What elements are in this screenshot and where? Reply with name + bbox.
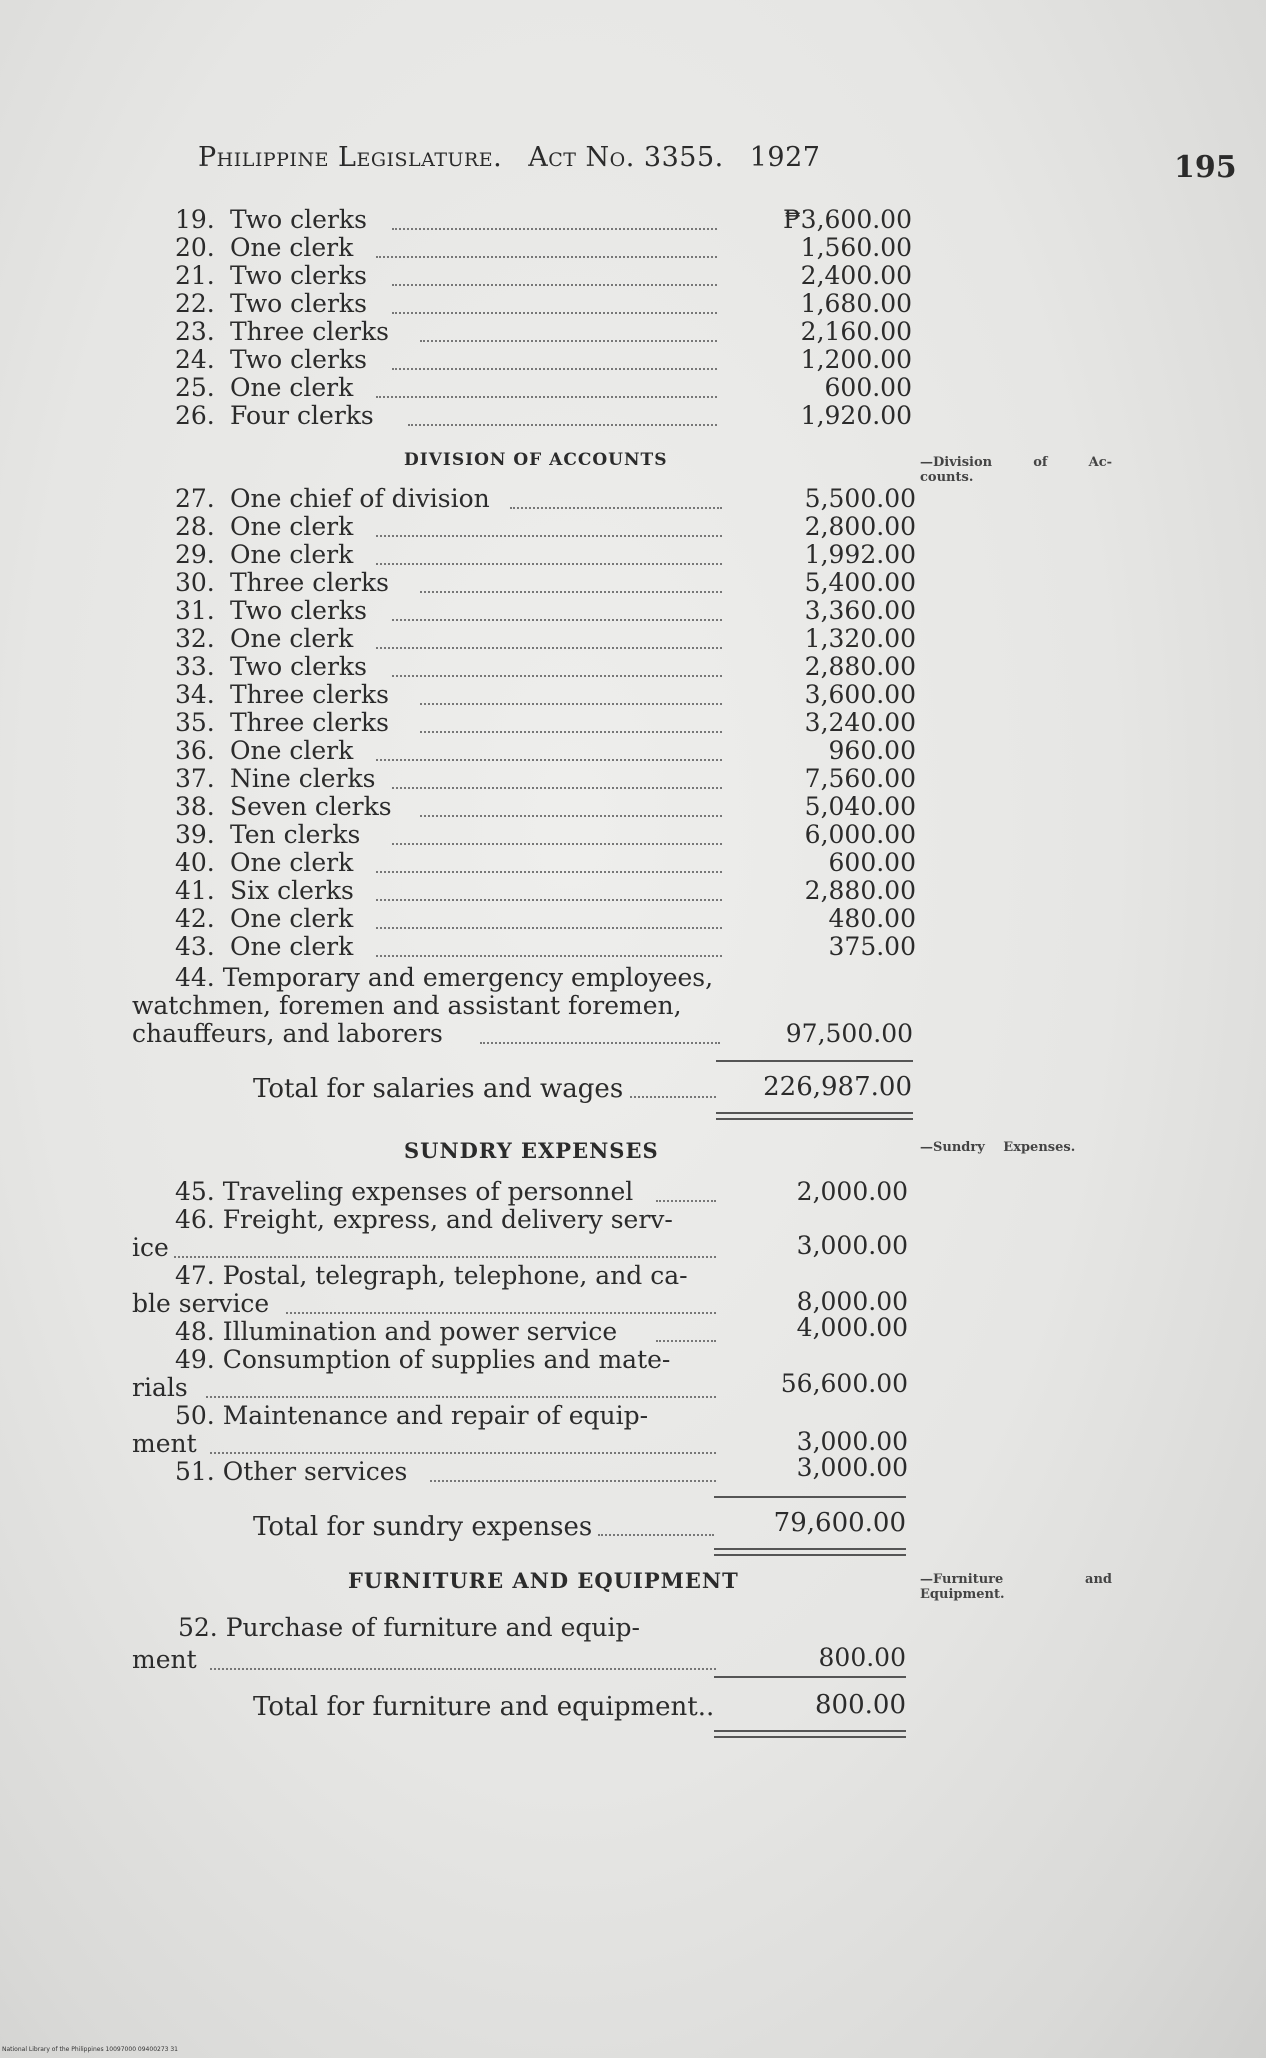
total-double-rule <box>716 1112 913 1120</box>
item-amount: 3,240.00 <box>804 708 916 737</box>
item-description: Nine clerks <box>230 764 376 793</box>
line-item <box>0 793 1266 821</box>
dot-leader <box>392 228 717 230</box>
line-item <box>0 485 1266 513</box>
item-description: Two clerks <box>230 596 367 625</box>
line-item <box>0 625 1266 653</box>
item-amount: 1,680.00 <box>800 289 912 318</box>
item-description: Two clerks <box>230 205 367 234</box>
item-amount: 3,600.00 <box>804 680 916 709</box>
item-amount: 3,000.00 <box>796 1231 908 1260</box>
item-amount: 5,040.00 <box>804 792 916 821</box>
dot-leader <box>656 1200 716 1202</box>
subtotal-rule <box>716 1060 913 1062</box>
dot-leader <box>376 871 722 873</box>
item-description: Two clerks <box>230 652 367 681</box>
item-amount: 7,560.00 <box>804 764 916 793</box>
total-salaries-amount: 226,987.00 <box>763 1072 912 1102</box>
dot-leader <box>376 899 722 901</box>
dot-leader <box>420 815 722 817</box>
line-item <box>0 933 1266 961</box>
item-number: 43. <box>175 932 215 961</box>
dot-leader <box>376 535 722 537</box>
line-item <box>0 262 1266 290</box>
item-description: Two clerks <box>230 345 367 374</box>
item-amount: 1,920.00 <box>800 401 912 430</box>
dot-leader <box>630 1096 716 1098</box>
line-item <box>0 737 1266 765</box>
item-description: Three clerks <box>230 680 389 709</box>
line-item <box>0 318 1266 346</box>
item-amount: 2,400.00 <box>800 261 912 290</box>
item-number: 30. <box>175 568 215 597</box>
subtotal-rule <box>714 1496 906 1498</box>
item-50-line-1: 50. Maintenance and repair of equip- <box>175 1401 649 1430</box>
line-item <box>0 1178 1266 1206</box>
line-item <box>0 905 1266 933</box>
item-49-line-2: rials <box>132 1373 188 1402</box>
item-amount: 56,600.00 <box>780 1369 908 1398</box>
total-double-rule <box>714 1730 906 1738</box>
total-salaries-label: Total for salaries and wages <box>253 1074 624 1104</box>
dot-leader <box>510 507 722 509</box>
dot-leader <box>392 619 722 621</box>
total-furniture-amount: 800.00 <box>815 1690 906 1720</box>
total-sundry-amount: 79,600.00 <box>773 1508 906 1538</box>
line-item <box>0 653 1266 681</box>
item-amount: 2,000.00 <box>796 1177 908 1206</box>
item-description: One clerk <box>230 848 354 877</box>
section-heading-division-of-accounts: DIVISION OF ACCOUNTS <box>404 450 668 470</box>
dot-leader <box>286 1312 716 1314</box>
item-amount: 1,560.00 <box>800 233 912 262</box>
item-47-line-1: 47. Postal, telegraph, telephone, and ca- <box>175 1261 688 1290</box>
line-item <box>0 821 1266 849</box>
margin-note-sundry-expenses: —Sundry Expenses. <box>920 1140 1076 1155</box>
dot-leader <box>210 1452 716 1454</box>
item-number: 20. <box>175 233 215 262</box>
head-legislature: Philippine Legislature. <box>198 142 503 173</box>
item-number: 41. <box>175 876 215 905</box>
dot-leader <box>376 759 722 761</box>
line-item <box>0 1427 1266 1458</box>
item-47-line-2: ble service <box>132 1289 270 1318</box>
line-item <box>0 681 1266 709</box>
margin-note-furniture: —Furniture and <box>920 1572 1112 1587</box>
line-item <box>0 877 1266 905</box>
dot-leader <box>376 927 722 929</box>
page-number: 195 <box>1174 150 1237 185</box>
item-number: 37. <box>175 764 215 793</box>
item-description: Four clerks <box>230 401 374 430</box>
item-number: 31. <box>175 596 215 625</box>
item-number: 22. <box>175 289 215 318</box>
item-description: One clerk <box>230 233 354 262</box>
line-item <box>0 1369 1266 1402</box>
dot-leader <box>656 1340 716 1342</box>
item-amount: 6,000.00 <box>804 820 916 849</box>
margin-note-furniture-cont: Equipment. <box>920 1587 1005 1602</box>
total-sundry-label: Total for sundry expenses <box>253 1512 593 1542</box>
scan-credit: National Library of the Philippines 10097000 09400273 31 <box>2 2046 179 2053</box>
dot-leader <box>376 256 717 258</box>
item-51-text: 51. Other services <box>175 1457 408 1486</box>
item-description: Three clerks <box>230 317 389 346</box>
item-description: One clerk <box>230 512 354 541</box>
dot-leader <box>392 312 717 314</box>
item-52-line-2: ment <box>132 1645 197 1674</box>
item-46-line-1: 46. Freight, express, and delivery serv- <box>175 1205 673 1234</box>
item-amount: 5,500.00 <box>804 484 916 513</box>
item-amount: 2,800.00 <box>804 512 916 541</box>
item-description: Two clerks <box>230 289 367 318</box>
dot-leader <box>206 1396 716 1398</box>
item-45-text: 45. Traveling expenses of personnel <box>175 1177 634 1206</box>
item-description: One clerk <box>230 624 354 653</box>
dot-leader <box>420 340 717 342</box>
item-description: Three clerks <box>230 568 389 597</box>
item-amount: 1,320.00 <box>804 624 916 653</box>
dot-leader <box>420 703 722 705</box>
item-number: 33. <box>175 652 215 681</box>
line-item <box>0 569 1266 597</box>
line-item <box>0 541 1266 569</box>
item-amount: 2,160.00 <box>800 317 912 346</box>
dot-leader <box>376 647 722 649</box>
item-description: One clerk <box>230 373 354 402</box>
line-item <box>0 234 1266 262</box>
item-number: 39. <box>175 820 215 849</box>
dot-leader <box>392 368 717 370</box>
line-item <box>0 290 1266 318</box>
dot-leader <box>408 424 717 426</box>
dot-leader <box>210 1668 716 1670</box>
item-amount: 3,000.00 <box>796 1453 908 1482</box>
margin-note-division-of-accounts-cont: counts. <box>920 470 974 485</box>
item-number: 25. <box>175 373 215 402</box>
item-amount: 1,200.00 <box>800 345 912 374</box>
line-item <box>0 849 1266 877</box>
running-head <box>198 142 820 173</box>
section-heading-furniture-and-equipment: FURNITURE AND EQUIPMENT <box>348 1568 739 1593</box>
item-amount: 3,360.00 <box>804 596 916 625</box>
item-description: Six clerks <box>230 876 354 905</box>
line-item <box>0 513 1266 541</box>
item-number: 38. <box>175 792 215 821</box>
item-amount: 3,000.00 <box>796 1427 908 1456</box>
dot-leader <box>598 1534 714 1536</box>
item-amount: 800.00 <box>818 1643 906 1672</box>
line-item <box>0 1020 1266 1048</box>
margin-note-division-of-accounts: —Division of Ac- <box>920 455 1112 470</box>
head-act: Act No. 3355. <box>528 142 724 173</box>
item-description: Seven clerks <box>230 792 392 821</box>
dot-leader <box>392 787 722 789</box>
line-item <box>0 206 1266 234</box>
item-description: One clerk <box>230 904 354 933</box>
item-description: One clerk <box>230 932 354 961</box>
dot-leader <box>430 1480 716 1482</box>
item-description: One clerk <box>230 736 354 765</box>
head-year: 1927 <box>749 142 821 173</box>
item-amount: 960.00 <box>828 736 916 765</box>
item-amount: 97,500.00 <box>785 1019 913 1048</box>
item-number: 36. <box>175 736 215 765</box>
item-amount: ₱3,600.00 <box>783 205 912 234</box>
dot-leader <box>376 396 717 398</box>
item-number: 23. <box>175 317 215 346</box>
item-amount: 480.00 <box>828 904 916 933</box>
item-number: 21. <box>175 261 215 290</box>
item-amount: 4,000.00 <box>796 1313 908 1342</box>
item-49-line-1: 49. Consumption of supplies and mate- <box>175 1345 671 1374</box>
item-description: Two clerks <box>230 261 367 290</box>
dot-leader <box>174 1256 716 1258</box>
item-number: 40. <box>175 848 215 877</box>
dot-leader <box>420 731 722 733</box>
dot-leader <box>420 591 722 593</box>
item-number: 42. <box>175 904 215 933</box>
item-46-line-2: ice <box>132 1233 169 1262</box>
item-amount: 600.00 <box>828 848 916 877</box>
dot-leader <box>376 563 722 565</box>
total-furniture-label: Total for furniture and equipment.. <box>253 1692 715 1722</box>
item-description: One clerk <box>230 540 354 569</box>
dot-leader <box>392 675 722 677</box>
dot-leader <box>392 843 722 845</box>
subtotal-rule <box>714 1676 906 1678</box>
line-item <box>0 765 1266 793</box>
item-amount: 2,880.00 <box>804 652 916 681</box>
item-number: 32. <box>175 624 215 653</box>
line-item <box>0 374 1266 402</box>
dot-leader <box>392 284 717 286</box>
item-number: 24. <box>175 345 215 374</box>
dot-leader <box>376 955 722 957</box>
item-amount: 600.00 <box>824 373 912 402</box>
line-item <box>0 709 1266 737</box>
item-number: 34. <box>175 680 215 709</box>
item-number: 28. <box>175 512 215 541</box>
line-item <box>0 1231 1266 1262</box>
item-52-line-1: 52. Purchase of furniture and equip- <box>178 1613 640 1642</box>
line-item <box>0 597 1266 625</box>
item-number: 27. <box>175 484 215 513</box>
item-description: Three clerks <box>230 708 389 737</box>
item-amount: 8,000.00 <box>796 1287 908 1316</box>
item-44-line-2: watchmen, foremen and assistant foremen, <box>132 991 682 1020</box>
item-description: One chief of division <box>230 484 490 513</box>
item-number: 35. <box>175 708 215 737</box>
item-number: 19. <box>175 205 215 234</box>
item-amount: 5,400.00 <box>804 568 916 597</box>
item-48-text: 48. Illumination and power service <box>175 1317 618 1346</box>
item-amount: 2,880.00 <box>804 876 916 905</box>
section-heading-sundry-expenses: SUNDRY EXPENSES <box>404 1138 659 1163</box>
item-44-line-1: 44. Temporary and emergency employees, <box>175 963 714 992</box>
item-description: Ten clerks <box>230 820 361 849</box>
item-amount: 375.00 <box>828 932 916 961</box>
item-amount: 1,992.00 <box>804 540 916 569</box>
line-item <box>0 402 1266 430</box>
line-item <box>0 346 1266 374</box>
line-item <box>0 1453 1266 1486</box>
item-44-line-3: chauffeurs, and laborers <box>132 1019 443 1048</box>
item-number: 26. <box>175 401 215 430</box>
item-number: 29. <box>175 540 215 569</box>
line-item <box>0 1313 1266 1346</box>
dot-leader <box>480 1042 720 1044</box>
item-50-line-2: ment <box>132 1429 197 1458</box>
line-item <box>0 1287 1266 1318</box>
total-double-rule <box>714 1548 906 1556</box>
line-item <box>0 1643 1266 1674</box>
